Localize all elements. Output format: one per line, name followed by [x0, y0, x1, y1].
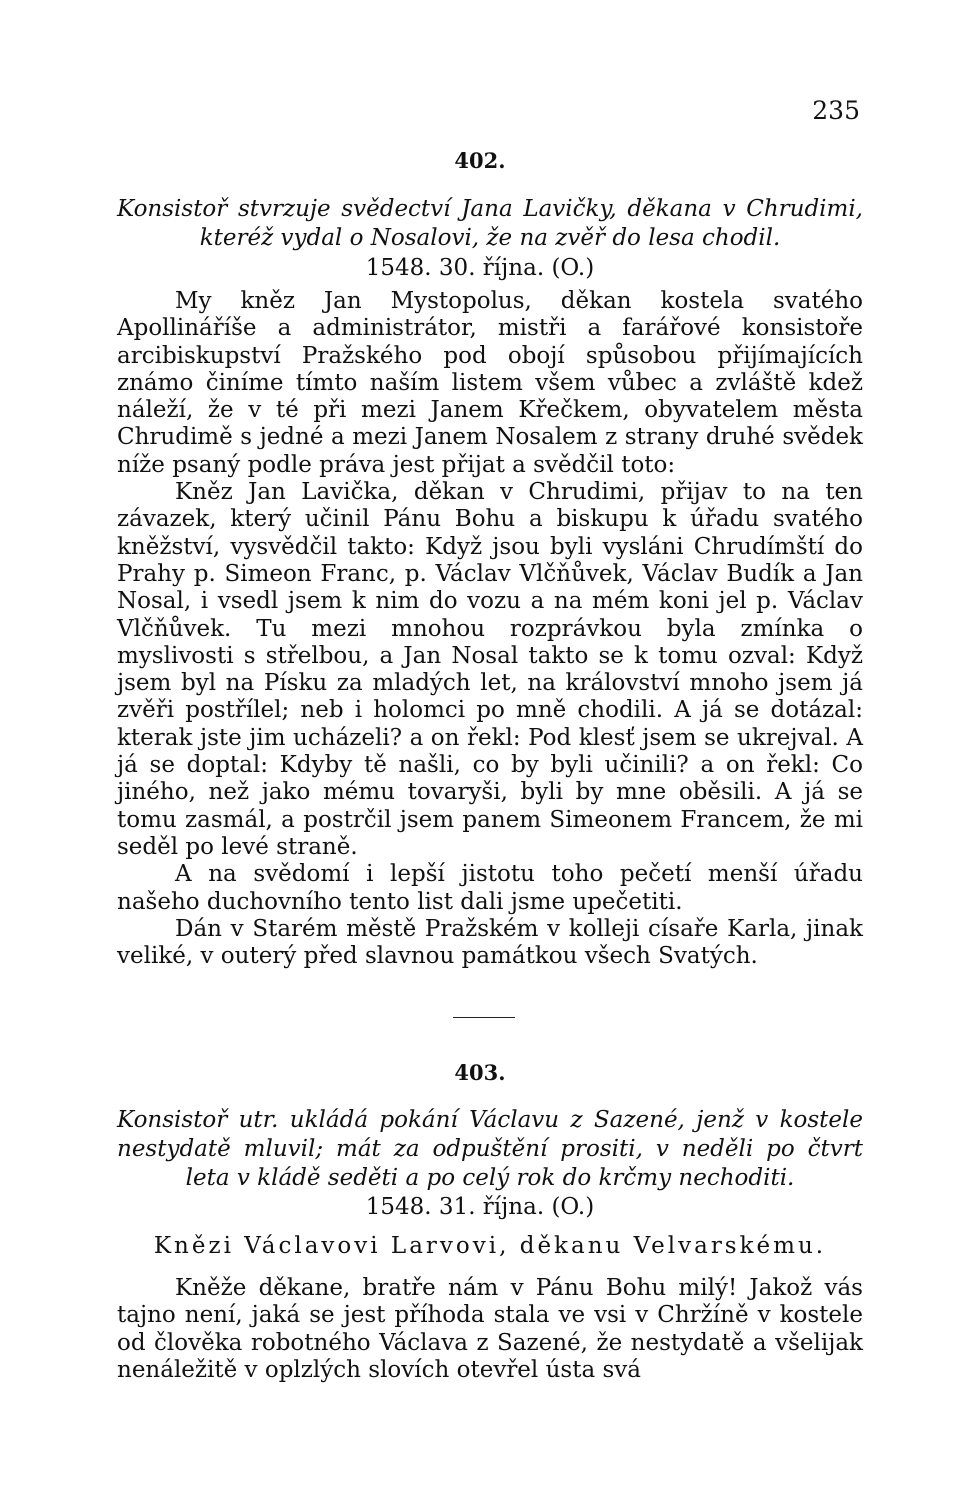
document-body [117, 288, 863, 970]
document-regest: Konsistoř utr. ukládá pokání Václavu z Sazené, jenž v kostele nestydatě mluvil; mát za odpuštění prositi, v neděli po čtvrt leta v kládě seděti a po celý rok do krčmy nechoditi. [117, 1107, 863, 1191]
paragraph: Kněže děkane, bratře nám v Pánu Bohu milý! Jakož vás tajno není, jaká se jest příhoda stala ve vsi v Chržíně v kostele od člověka robotného Václava z Sazené, že nestydatě a všelijak nenáležitě v oplzlých slovích otevřel ústa svá [117, 1275, 863, 1383]
section-divider [453, 1017, 515, 1018]
document-regest: Konsistoř stvrzuje svědectví Jana Lavičky, děkana v Chrudimi, kteréž vydal o Nosalovi, že na zvěř do lesa chodil. [117, 196, 863, 251]
paragraph: Dán v Starém městě Pražském v kolleji císaře Karla, jinak veliké, v outerý před slavnou památkou všech Svatých. [117, 915, 863, 970]
paragraph: Kněz Jan Lavička, děkan v Chrudimi, přijav to na ten závazek, který učinil Pánu Bohu a biskupu k úřadu svatého kněžství, vysvědčil takto: Když jsou byli vysláni Chrudímští do Prahy p. Simeon Franc, p. Václav Vlčňůvek, Václav Budík a Jan Nosal, i vsedl jsem k nim do vozu a na mém koni jel p. Václav Vlčňůvek. Tu mezi mnohou rozprávkou byla zmínka o myslivosti s střelbou, a Jan Nosal takto se k tomu ozval: Když jsem byl na Písku za mladých let, na království mnoho jsem já zvěři postřílel; neb i holomci po mně chodili. A já se dotázal: kterak jste jim ucházeli? a on řekl: Pod klesť jsem se ukrejval. A já se doptal: Kdyby tě našli, co by byli učinili? a on řekl: Co jiného, než jako mému tovaryši, byli by mne oběsili. A já se tomu zasmál, a postrčil jsem panem Simeonem Francem, že mi seděl po levé straně. [117, 479, 863, 860]
paragraph: A na svědomí i lepší jistotu toho pečetí menší úřadu našeho duchovního tento list dali jsme upečetiti. [117, 861, 863, 915]
document-body [117, 1275, 863, 1384]
page-number: 235 [812, 96, 860, 125]
document-number: 402. [454, 148, 506, 173]
letter-address: Knězi Václavovi Larvovi, děkanu Velvarskému. [153, 1233, 827, 1259]
document-dateline: 1548. 31. října. (O.) [365, 1194, 595, 1220]
paragraph: My kněz Jan Mystopolus, děkan kostela svatého Apollináříše a administrátor, mistři a farářové konsistoře arcibiskupství Pražského pod obojí spůsobou přijímajících známo činíme tímto naším listem všem vůbec a zvláště kdež náleží, že v té při mezi Janem Křečkem, obyvatelem města Chrudimě s jedné a mezi Janem Nosalem z strany druhé svědek níže psaný podle práva jest přijat a svědčil toto: [117, 288, 863, 478]
document-dateline: 1548. 30. října. (O.) [365, 255, 595, 281]
document-number: 403. [454, 1060, 506, 1085]
